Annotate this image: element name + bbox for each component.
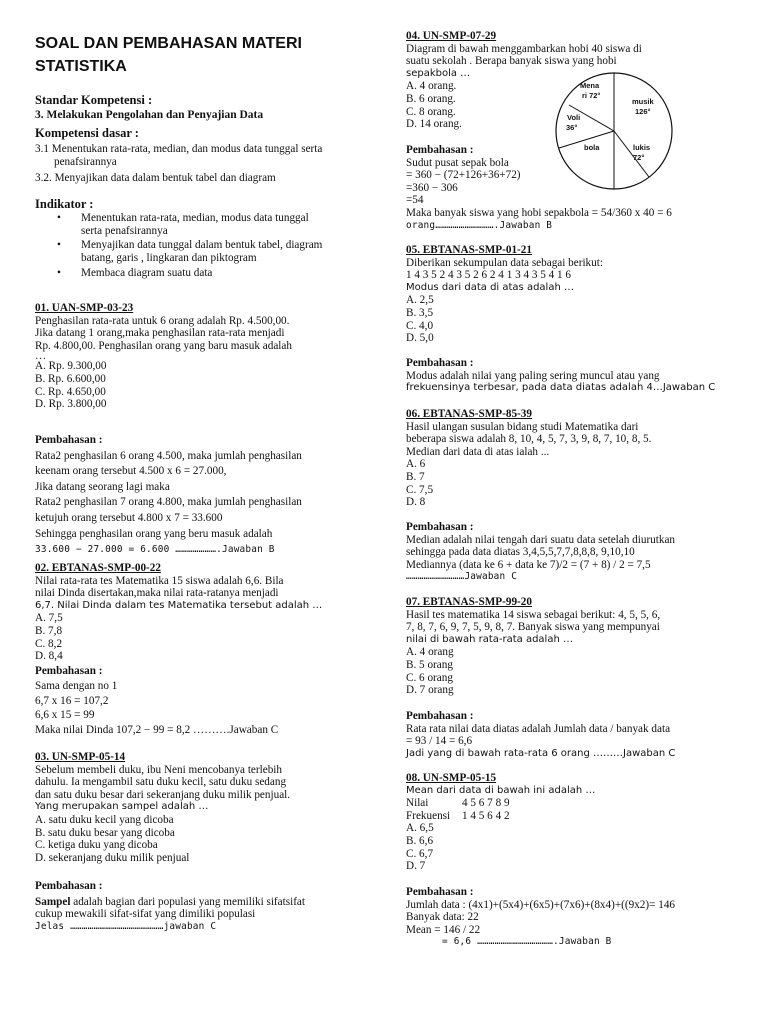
answer: Maka nilai Dinda 107,2 − 99 = 8,2 ……….Jawaban C [35,724,279,737]
option: A. 6,5 [406,822,434,835]
frekuensi-row: Frekuensi 1 4 5 6 4 2 [406,809,510,822]
standar-kompetensi-label: Standar Kompetensi : [35,93,153,107]
option: B. 6,6 [406,834,434,847]
solution-08: Pembahasan : Jumlah data : (4x1)+(5x4)+(6x5)+(7x6)+(8x4)+((9x2)= 146 Banyak data: 22 Mean = 146 / 22 = 6,6 ………………………………….Jawaban B [406,886,736,949]
option: A. 7,5 [35,612,63,625]
question-heading: 07. EBTANAS-SMP-99-20 [406,596,532,608]
kompetensi-dasar-label: Kompetensi dasar : [35,126,139,140]
option: D. 14 orang. [406,118,462,131]
list-item: • Menentukan rata-rata, median, modus data tunggal serta penafsirannya [81,212,381,237]
list-item: • Membaca diagram suatu data [81,267,381,280]
answer: …………………………Jawaban C [406,571,518,583]
solution-02: Pembahasan : Sama dengan no 1 6,7 x 16 = 107,2 6,6 x 15 = 99 Maka nilai Dinda 107,2 − 99 = 8,2 ……….Jawaban C [35,664,365,738]
option: A. satu duku kecil yang dicoba [35,813,174,826]
question-heading: 03. UN-SMP-05-14 [35,751,126,763]
question-heading: 05. EBTANAS-SMP-01-21 [406,244,532,256]
answer: orang………………………….Jawaban B [406,219,553,231]
option: C. 6 orang [406,671,453,684]
slice-label-musik: musik 126° [632,97,654,116]
slice-label-menari: Mena ri 72° [580,81,601,100]
question-heading: 02. EBTANAS-SMP-00-22 [35,562,161,574]
solution-03: Pembahasan : Sampel adalah bagian dari populasi yang memiliki sifatsifat cukup mewakili sifat-sifat yang dimiliki populasi Jelas …………………………………………jawaban C [35,880,365,933]
question-01: 01. UAN-SMP-03-23 Penghasilan rata-rata untuk 6 orang adalah Rp. 4.500,00. Jika datang 1 orang,maka penghasilan rata-rata menjadi Rp. 4.800,00. Penghasilan orang yang baru masuk adalah … A. Rp. 9.300,00 B. Rp. 6.600,00 C. Rp. 4.650,00 D. Rp. 3.800,00 [35,302,365,411]
option: C. 6,7 [406,847,434,860]
question-heading: 06. EBTANAS-SMP-85-39 [406,408,532,420]
option: C. ketiga duku yang dicoba [35,839,158,852]
question-08: 08. UN-SMP-05-15 Mean dari data di bawah ini adalah … Nilai 4 5 6 7 8 9 Frekuensi 1 4 5 6 4 2 A. 6,5 B. 6,6 C. 6,7 D. 7 [406,772,736,873]
answer: 33.600 − 27.000 = 6.600 ………………….Jawaban B [35,544,275,556]
option: A. 2,5 [406,294,434,307]
nilai-row: Nilai 4 5 6 7 8 9 [406,797,510,810]
answer: Jadi yang di bawah rata-rata 6 orang ………Jawaban C [406,747,676,759]
question-05: 05. EBTANAS-SMP-01-21 Diberikan sekumpulan data sebagai berikut: 1 4 3 5 2 4 3 5 2 6 2 4 1 3 4 3 5 4 1 6 Modus dari data di atas adalah … A. 2,5 B. 3,5 C. 4,0 D. 5,0 [406,244,736,345]
question-07: 07. EBTANAS-SMP-99-20 Hasil tes matematika 14 siswa sebagai berikut: 4, 5, 5, 6, 7, 8, 7, 6, 9, 7, 5, 9, 8, 7. Banyak siswa yang mempunyai nilai di bawah rata-rata adalah … A. 4 orang B. 5 orang C. 6 orang D. 7 orang [406,596,736,697]
question-02: 02. EBTANAS-SMP-00-22 Nilai rata-rata tes Matematika 15 siswa adalah 6,6. Bila nilai Dinda disertakan,maka nilai rata-ratanya menjadi 6,7. Nilai Dinda dalam tes Matematika tersebut adalah … A. 7,5 B. 7,8 C. 8,2 D. 8,4 [35,562,365,663]
page-title: SOAL DAN PEMBAHASAN MATERI STATISTIKA [35,35,302,75]
solution-01: Pembahasan : Rata2 penghasilan 6 orang 4.500, maka jumlah penghasilan keenam orang tersebut 4.500 x 6 = 27.000, Jika datang seorang lagi maka Rata2 penghasilan 7 orang 4.800, maka jumlah penghasilan ketujuh orang tersebut 4.800 x 7 = 33.600 Sehingga penghasilan orang yang beru masuk adalah 33.600 − 27.000 = 6.600 ………………….Jawaban B [35,433,365,558]
option: D. Rp. 3.800,00 [35,398,107,411]
option: A. 4 orang [406,646,454,659]
question-06: 06. EBTANAS-SMP-85-39 Hasil ulangan susulan bidang studi Matematika dari beberapa siswa adalah 8, 10, 4, 5, 7, 3, 9, 8, 7, 10, 8, 5. Median dari data di atas ialah ... A. 6 B. 7 C. 7,5 D. 8 [406,408,736,509]
option: A. Rp. 9.300,00 [35,360,107,373]
option: B. 7,8 [35,624,63,637]
option: B. 7 [406,470,425,483]
option: D. 5,0 [406,332,434,345]
kompetensi-dasar-1: 3.1 Menentukan rata-rata, median, dan modus data tunggal serta penafsirannya [35,143,323,168]
solution-06: Pembahasan : Median adalah nilai tengah dari suatu data setelah diurutkan sehingga pada data diatas 3,4,5,5,7,7,8,8,8, 9,10,10 Mediannya (data ke 6 + data ke 7)/2 = (7 + 8) / 2 = 7,5 …………………………Jawaban C [406,521,736,584]
option: C. Rp. 4.650,00 [35,385,106,398]
option: D. 8,4 [35,650,63,663]
option: B. Rp. 6.600,00 [35,372,106,385]
list-item: • Menyajikan data tunggal dalam bentuk tabel, diagram batang, garis , lingkaran dan piktogram [81,239,381,264]
question-heading: 01. UAN-SMP-03-23 [35,302,134,314]
slice-label-bola: bola [584,143,600,152]
option: D. 8 [406,496,426,509]
option: D. sekeranjang duku milik penjual [35,851,190,864]
option: B. satu duku besar yang dicoba [35,826,175,839]
indikator-label: Indikator : [35,197,94,211]
question-04: 04. UN-SMP-07-29 Diagram di bawah menggambarkan hobi 40 siswa di suatu sekolah . Berapa banyak siswa yang hobi sepakbola … A. 4 orang. B. 6 orang. C. 8 orang. D. 14 orang. [406,30,736,131]
option: D. 7 orang [406,684,454,697]
slice-label-lukis: lukis 72° [633,143,651,162]
question-heading: 08. UN-SMP-05-15 [406,772,497,784]
option: A. 6 [406,458,426,471]
option: C. 8 orang. [406,105,456,118]
solution-05: Pembahasan : Modus adalah nilai yang paling sering muncul atau yang frekuensinya terbesar, pada data diatas adalah 4…Jawaban C [406,357,736,395]
option: B. 6 orang. [406,92,456,105]
option: D. 7 [406,860,426,873]
question-03: 03. UN-SMP-05-14 Sebelum membeli duku, ibu Neni mencobanya terlebih dahulu. Ia mengambil satu duku kecil, satu duku sedang dan satu duku besar dari sekeranjang duku milik penjual. Yang merupakan sampel adalah … A. satu duku kecil yang dicoba B. satu duku besar yang dicoba C. ketiga duku yang dicoba D. sekeranjang duku milik penjual [35,751,365,864]
answer: Jelas …………………………………………jawaban C [35,920,217,932]
option: B. 3,5 [406,306,434,319]
answer: frekuensinya terbesar, pada data diatas adalah 4…Jawaban C [406,382,716,394]
standar-kompetensi-text: 3. Melakukan Pengolahan dan Penyajian Data [35,109,264,121]
option: B. 5 orang [406,658,453,671]
option: C. 7,5 [406,483,434,496]
question-heading: 04. UN-SMP-07-29 [406,30,497,42]
slice-label-voli: Voli 36° [566,113,581,132]
option: A. 4 orang. [406,80,457,93]
option: C. 4,0 [406,319,434,332]
indikator-list [35,212,381,280]
kompetensi-dasar-2: 3.2. Menyajikan data dalam bentuk tabel dan diagram [35,172,276,184]
solution-04: Pembahasan : Sudut pusat sepak bola = 360 − (72+126+36+72) =360 − 306 =54 Maka banyak siswa yang hobi sepakbola = 54/360 x 40 = 6 orang………………………….Jawaban B [406,144,736,232]
solution-07: Pembahasan : Rata rata nilai data diatas adalah Jumlah data / banyak data = 93 / 14 = 6,6 Jadi yang di bawah rata-rata 6 orang ………Jawaban C [406,710,736,760]
answer: = 6,6 ………………………………….Jawaban B [442,936,612,948]
option: C. 8,2 [35,637,63,650]
